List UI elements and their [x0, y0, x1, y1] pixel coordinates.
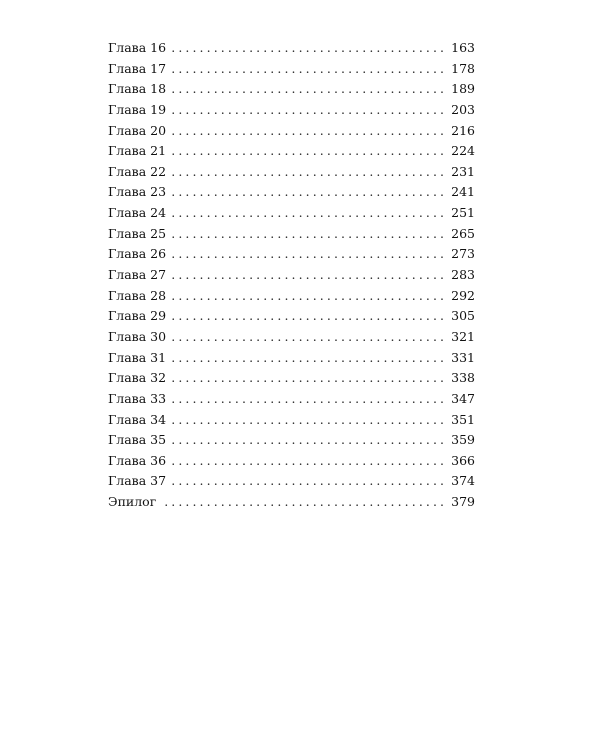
toc-entry	[108, 327, 475, 348]
toc-leader-dots	[172, 38, 447, 59]
toc-entry-page: 379	[451, 494, 475, 510]
toc-entry	[108, 430, 475, 451]
toc-leader-dots	[172, 348, 447, 369]
toc-entry-page: 374	[451, 473, 475, 489]
toc-entry-title: Глава 22	[108, 163, 167, 179]
toc-leader-dots	[172, 430, 447, 451]
toc-entry	[108, 410, 475, 431]
toc-leader-dots	[172, 244, 447, 265]
toc-entry	[108, 162, 475, 183]
toc-entry-title: Глава 37	[108, 473, 167, 489]
toc-entry	[108, 244, 475, 265]
toc-leader-dots	[172, 182, 447, 203]
toc-leader-dots	[172, 203, 447, 224]
toc-leader-dots	[172, 121, 447, 142]
toc-entry-title: Глава 21	[108, 143, 167, 159]
toc-entry-title: Глава 24	[108, 205, 167, 221]
toc-entry-page: 366	[451, 452, 475, 468]
toc-entry	[108, 141, 475, 162]
toc-entry-title: Глава 19	[108, 101, 167, 117]
toc-entry-title: Глава 27	[108, 267, 167, 283]
toc-entry-page: 163	[451, 40, 475, 55]
toc-leader-dots	[172, 327, 447, 348]
toc-leader-dots	[172, 451, 447, 472]
toc-entry	[108, 265, 475, 286]
toc-leader-dots	[172, 141, 447, 162]
toc-leader-dots	[172, 224, 447, 245]
toc-entry-title: Глава 34	[108, 411, 167, 427]
toc-leader-dots	[172, 100, 447, 121]
toc-entry-title: Глава 18	[108, 81, 167, 97]
toc-entry-title: Глава 16	[108, 40, 167, 55]
toc-entry-page: 292	[451, 287, 475, 303]
toc-entry	[108, 471, 475, 492]
toc-entry	[108, 121, 475, 142]
toc-entry-page: 265	[451, 225, 475, 241]
toc-entry	[108, 182, 475, 203]
toc-leader-dots	[172, 389, 447, 410]
toc-entry-title: Глава 28	[108, 287, 167, 303]
toc-entry-page: 203	[451, 101, 475, 117]
toc-entry	[108, 100, 475, 121]
toc-entry-page: 241	[451, 184, 475, 200]
toc-entry-page: 178	[451, 60, 475, 76]
toc-entry	[108, 203, 475, 224]
toc-entry-title: Глава 31	[108, 349, 167, 365]
toc-entry-title: Глава 20	[108, 122, 167, 138]
toc-entry-page: 331	[451, 349, 475, 365]
toc-entry-title: Глава 32	[108, 370, 167, 386]
toc-entry-title: Глава 17	[108, 60, 167, 76]
toc-leader-dots	[172, 286, 447, 307]
toc-entry-page: 305	[451, 308, 475, 324]
toc-entry	[108, 79, 475, 100]
toc-entry-page: 224	[451, 143, 475, 159]
toc-entry-page: 338	[451, 370, 475, 386]
toc-entry-epilogue	[108, 492, 475, 513]
toc-entry-title: Глава 26	[108, 246, 167, 262]
toc-entry	[108, 348, 475, 369]
toc-entry-page: 231	[451, 163, 475, 179]
toc-leader-dots	[172, 368, 447, 389]
toc-leader-dots	[172, 306, 447, 327]
toc-entry-page: 251	[451, 205, 475, 221]
toc-leader-dots	[172, 471, 447, 492]
toc-entry-page: 351	[451, 411, 475, 427]
toc-leader-dots	[172, 79, 447, 100]
toc-entry-page: 189	[451, 81, 475, 97]
toc-entry-title: Глава 23	[108, 184, 167, 200]
toc-entry-page: 216	[451, 122, 475, 138]
toc-entry-page: 347	[451, 390, 475, 406]
toc-entry-page: 283	[451, 267, 475, 283]
toc-entry-title: Глава 30	[108, 328, 167, 344]
toc-entry	[108, 389, 475, 410]
toc-entry-title: Глава 35	[108, 432, 167, 448]
toc-leader-dots	[172, 59, 447, 80]
toc-entry	[108, 224, 475, 245]
table-of-contents	[108, 38, 475, 513]
toc-entry	[108, 38, 475, 59]
toc-entry-title: Глава 36	[108, 452, 167, 468]
toc-entry	[108, 59, 475, 80]
toc-entry-page: 273	[451, 246, 475, 262]
toc-entry-page: 321	[451, 328, 475, 344]
toc-leader-dots	[172, 265, 447, 286]
toc-leader-dots	[162, 492, 447, 513]
toc-entry	[108, 306, 475, 327]
toc-entry-title: Глава 33	[108, 390, 167, 406]
toc-entry	[108, 451, 475, 472]
toc-entry-page: 359	[451, 432, 475, 448]
toc-entry-title: Эпилог	[108, 494, 157, 510]
toc-entry-title: Глава 29	[108, 308, 167, 324]
toc-entry	[108, 368, 475, 389]
toc-leader-dots	[172, 410, 447, 431]
toc-entry-title: Глава 25	[108, 225, 167, 241]
toc-leader-dots	[172, 162, 447, 183]
toc-entry	[108, 286, 475, 307]
